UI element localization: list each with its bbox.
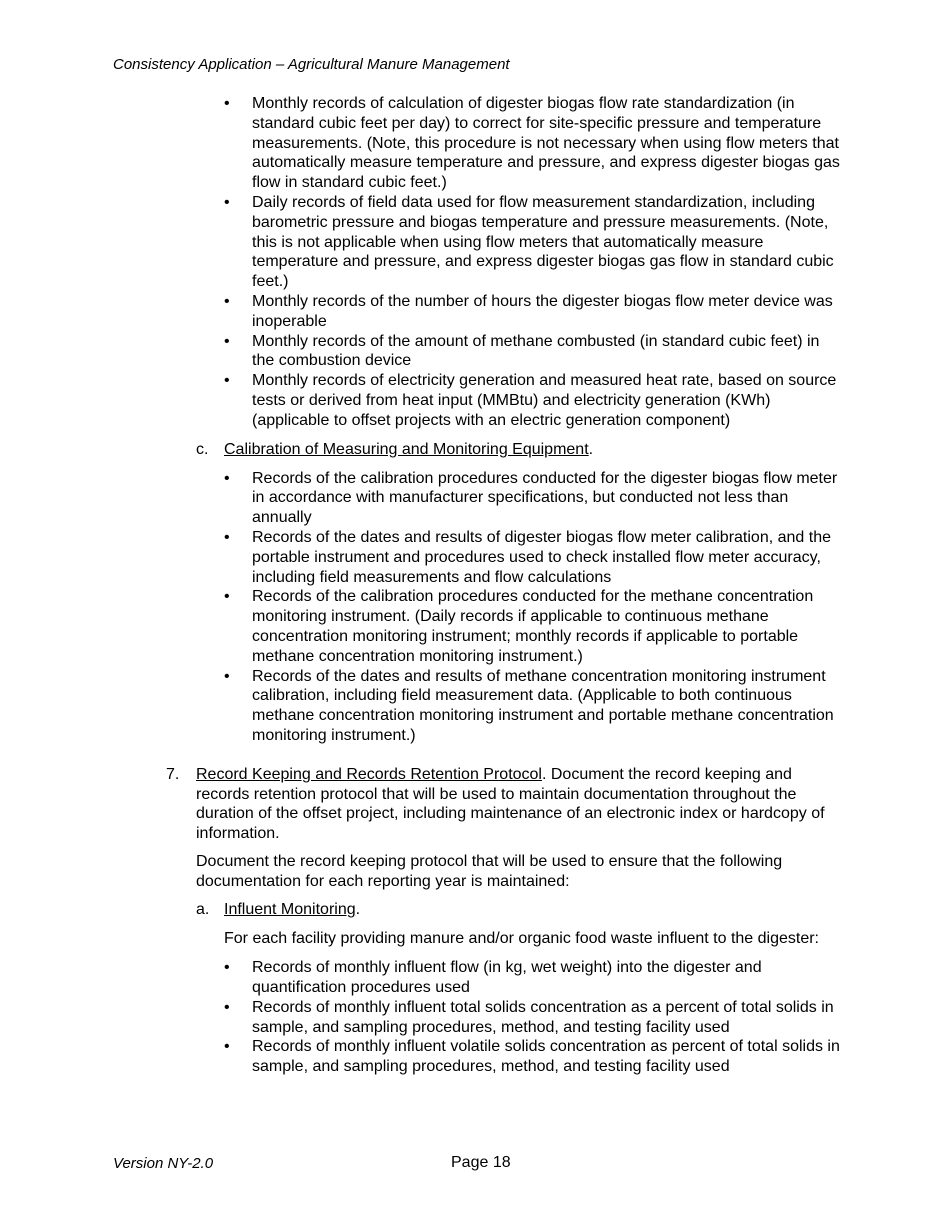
section-7-text: . Document the record keeping and records retention protocol that will be used to maintain documentation throughout the duration of the offset project, including maintenance of an electronic index or hardcopy of information.	[196, 765, 825, 843]
list-item: • Monthly records of electricity generation and measured heat rate, based on source tests or derived from heat input (MMBtu) and electricity generation (KWh) (applicable to offset projects with an electric generation component)	[224, 372, 837, 429]
running-header: Consistency Application – Agricultural Manure Management	[113, 56, 510, 73]
section-c-heading: c. Calibration of Measuring and Monitoring Equipment.	[196, 440, 594, 458]
bullet-list-c	[0, 469, 950, 746]
list-item: • Monthly records of the number of hours the digester biogas flow meter device was inoperable	[224, 292, 833, 330]
bullet-icon: •	[224, 292, 230, 310]
bullet-icon: •	[224, 469, 230, 487]
list-item: • Records of monthly influent flow (in kg, wet weight) into the digester and quantification procedures used	[224, 959, 762, 997]
section-a-marker: a.	[196, 901, 210, 919]
section-7-paragraph: Document the record keeping protocol that will be used to ensure that the following documentation for each reporting year is maintained:	[196, 852, 783, 890]
list-item: • Records of the calibration procedures conducted for the methane concentration monitoring instrument. (Daily records if applicable to continuous methane concentration monitoring instrument; monthly records if applicable to portable methane concentration monitoring instrument.)	[224, 588, 814, 665]
list-item: • Records of the calibration procedures conducted for the digester biogas flow meter in accordance with manufacturer specifications, but conducted not less than annually	[224, 469, 838, 527]
bullet-icon: •	[224, 528, 230, 546]
bullet-icon: •	[224, 95, 230, 112]
footer-version: Version NY-2.0	[113, 1155, 214, 1172]
bullet-list-a	[0, 958, 950, 1077]
bullet-icon: •	[224, 1038, 230, 1056]
section-a-title: Influent Monitoring	[224, 901, 356, 919]
list-item: • Records of monthly influent volatile solids concentration as percent of total solids in sample, and sampling procedures, method, and testing facility used	[224, 1038, 840, 1076]
list-item: • Daily records of field data used for flow measurement standardization, including barometric pressure and biogas temperature and pressure measurements. (Note, this is not applicable when using flow meters that automatically measure temperature and pressure, and express digester biogas gas flow in standard cubic feet.)	[224, 193, 834, 291]
page-body	[0, 94, 950, 1077]
list-item: • Records of the dates and results of methane concentration monitoring instrument calibration, including field measurement data. (Applicable to both continuous methane concentration monitoring instrument and portable methane concentration monitoring instrument.)	[224, 667, 834, 744]
section-a-heading: a. Influent Monitoring.	[196, 901, 361, 919]
bullet-icon: •	[224, 372, 230, 390]
bullet-icon: •	[224, 193, 230, 211]
list-item: • Monthly records of the amount of methane combusted (in standard cubic feet) in the combustion device	[224, 332, 820, 370]
bullet-icon: •	[224, 959, 230, 977]
bullet-icon: •	[224, 667, 230, 685]
section-a-intro: For each facility providing manure and/or organic food waste influent to the digester:	[224, 930, 819, 948]
section-c-title: Calibration of Measuring and Monitoring Equipment	[224, 440, 589, 458]
section-7-marker: 7.	[166, 765, 180, 783]
bullet-icon: •	[224, 588, 230, 606]
section-c-marker: c.	[196, 440, 209, 458]
list-item: • Monthly records of calculation of digester biogas flow rate standardization (in standard cubic feet per day) to correct for site-specific pressure and temperature measurements. (Note, this procedure is not necessary when using flow meters that automatically measure temperature and pressure, and express digester biogas gas flow in standard cubic feet.)	[224, 95, 840, 192]
bullet-icon: •	[224, 998, 230, 1016]
list-item: • Records of the dates and results of digester biogas flow meter calibration, and the portable instrument and procedures used to check installed flow meter accuracy, including field measurements and flow calculations	[224, 528, 831, 586]
bullet-icon: •	[224, 332, 230, 350]
section-7-heading	[0, 765, 950, 844]
bullet-list-b	[0, 94, 950, 431]
section-7-title: Record Keeping and Records Retention Protocol	[196, 765, 542, 783]
list-item: • Records of monthly influent total solids concentration as a percent of total solids in sample, and sampling procedures, method, and testing facility used	[224, 998, 834, 1036]
footer-page-number: Page 18	[451, 1154, 511, 1171]
